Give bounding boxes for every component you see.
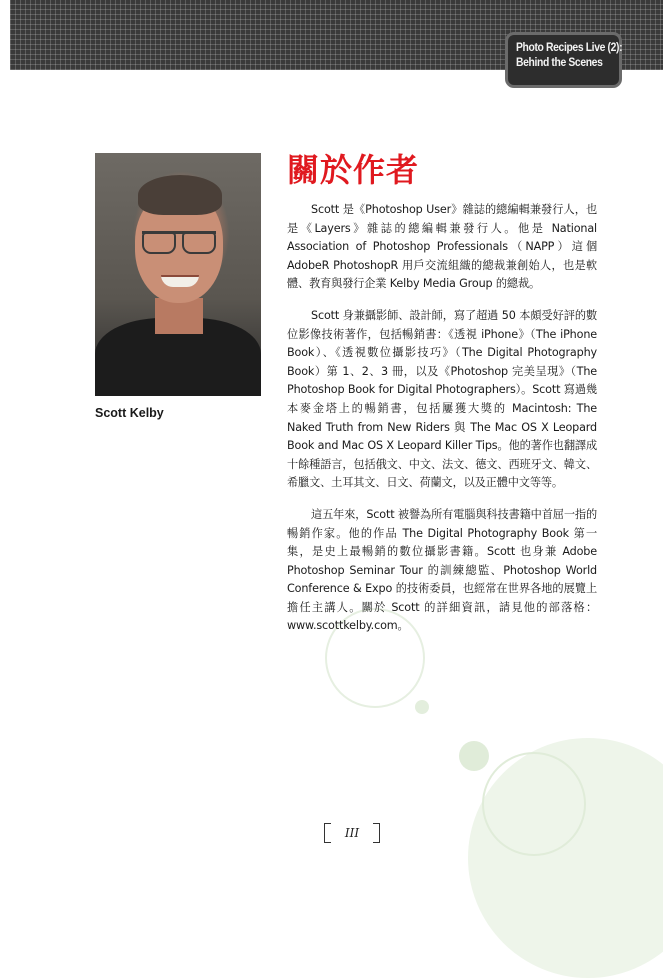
paragraph-2: Scott 身兼攝影師、設計師，寫了超過 50 本頗受好評的數位影像技術著作，包括暢銷書：《透視 iPhone》（The iPhone Book）、《透視數位攝影技巧》（The Digital Photography Book）第 1、2、3 冊，以及《Photoshop 完美呈現》（The Photoshop Book for Digital Photographers）。Scott 寫過幾本麥金塔上的暢銷書，包括屢獲大獎的 Macintosh: The Naked Truth from New Riders 與 The Mac OS X Leopard Book and Mac OS X Leopard Killer Tips。他的著作也翻譯成十餘種語言，包括俄文、中文、法文、德文、西班牙文、韓文、希臘文、土耳其文、日文、荷蘭文，以及正體中文等等。 <box>287 308 597 490</box>
article-body <box>287 201 597 649</box>
page-title: 關於作者 <box>287 151 420 189</box>
page-number: III <box>322 822 382 844</box>
author-photo <box>95 153 261 396</box>
decor-circle-medium <box>459 741 489 771</box>
section-title-line-2: Behind the Scenes <box>516 57 603 69</box>
paragraph-1: Scott 是《Photoshop User》雜誌的總編輯兼發行人，也是《Layers》雜誌的總編輯兼發行人。他是 National Association of Photoshop Professionals（NAPP）這個 AdobeR PhotoshopR 用戶交流組織的總裁兼創始人，也是軟體、教育與發行企業 Kelby Media Group 的總裁。 <box>287 203 597 291</box>
photo-caption: Scott Kelby <box>95 406 164 420</box>
decor-circle-small <box>415 700 429 714</box>
section-tab <box>505 32 622 88</box>
decor-circle-large-ring <box>482 752 586 856</box>
section-title-line-1: Photo Recipes Live (2): <box>516 42 623 54</box>
paragraph-3: 這五年來，Scott 被譽為所有電腦與科技書籍中首屈一指的暢銷作家。他的作品 The Digital Photography Book 第一集，是史上最暢銷的數位攝影書籍。Scott 也身兼 Adobe Photoshop Seminar Tour 的訓練總監、Photoshop World Conference & Expo 的技術委員，也經常在世界各地的展覽上擔任主講人。關於 Scott 的詳細資訊，請見他的部落格：www.scottkelby.com。 <box>287 507 597 633</box>
